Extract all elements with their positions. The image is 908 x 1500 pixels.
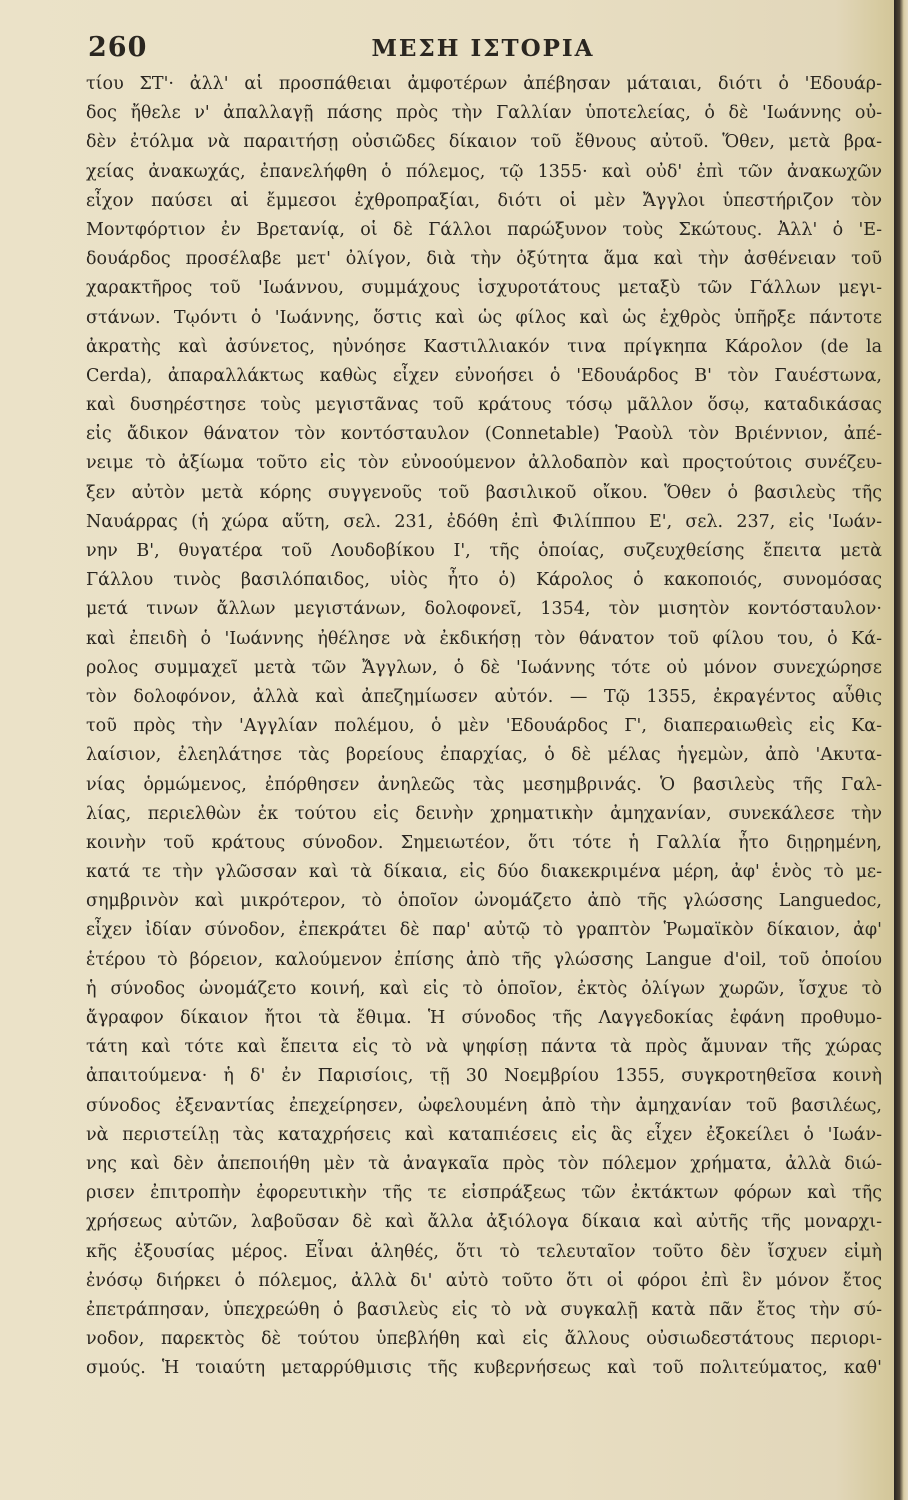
text-line: σημβρινὸν καὶ μικρότερον, τὸ ὁποῖον ὠνομάζετο ἀπὸ τῆς γλώσσης Languedoc, (86, 891, 882, 912)
text-line: νοδον, παρεκτὸς δὲ τούτου ὑπεβλήθη καὶ εἰς ἄλλους οὐσιωδεστάτους περιορι- (86, 1329, 882, 1350)
text-line: ἄγραφον δίκαιον ἤτοι τὰ ἔθιμα. Ἡ σύνοδος τῆς Λαγγεδοκίας ἐφάνη προθυμο- (86, 1008, 882, 1028)
text-line: τοῦ πρὸς τὴν 'Αγγλίαν πολέμου, ὁ μὲν 'Εδουάρδος Γ', διαπεραιωθεὶς εἰς Κα- (86, 716, 882, 737)
text-line: Μοντφόρτιον ἐν Βρετανίᾳ, οἱ δὲ Γάλλοι παρώξυνον τοὺς Σκώτους. Ἀλλ' ὁ 'Ε- (86, 219, 882, 240)
running-title: ΜΕΣΗ ΙΣΤΟΡΙΑ (371, 35, 595, 62)
text-line: δουάρδος προσέλαβε μετ' ὀλίγον, διὰ τὴν ὀξύτητα ἅμα καὶ τὴν ἀσθένειαν τοῦ (86, 249, 882, 270)
text-line: ξεν αὐτὸν μετὰ κόρης συγγενοῦς τοῦ βασιλικοῦ οἴκου. Ὅθεν ὁ βασιλεὺς τῆς (86, 482, 882, 503)
text-line: ἐνόσῳ διήρκει ὁ πόλεμος, ἀλλὰ δι' αὐτὸ τοῦτο ὅτι οἱ φόροι ἐπὶ ἓν μόνον ἔτος (86, 1270, 882, 1291)
text-line: κῆς ἐξουσίας μέρος. Εἶναι ἀληθές, ὅτι τὸ τελευταῖον τοῦτο δὲν ἴσχυεν εἰμὴ (86, 1241, 882, 1262)
text-line: ἀκρατὴς καὶ ἀσύνετος, ηὐνόησε Καστιλλιακόν τινα πρίγκηπα Κάρολον (de la (86, 336, 882, 357)
text-line: λίας, περιελθὼν ἐκ τούτου εἰς δεινὴν χρηματικὴν ἀμηχανίαν, συνεκάλεσε τὴν (86, 803, 882, 824)
text-line: εἰς ἄδικον θάνατον τὸν κοντόσταυλον (Connetable) Ῥαοὺλ τὸν Βριέννιον, ἀπέ- (86, 424, 882, 445)
text-line: Cerda), ἀπαραλλάκτως καθὼς εἶχεν εὐνοήσει ὁ 'Εδουάρδος Β' τὸν Γαυέστωνα, (86, 365, 882, 386)
text-line: κατά τε τὴν γλῶσσαν καὶ τὰ δίκαια, εἰς δύο διακεκριμένα μέρη, ἀφ' ἑνὸς τὸ με- (86, 862, 882, 883)
text-line: ρισεν ἐπιτροπὴν ἐφορευτικὴν τῆς τε εἰσπράξεως τῶν ἐκτάκτων φόρων καὶ τῆς (86, 1183, 882, 1204)
text-line: νίας ὁρμώμενος, ἐπόρθησεν ἀνηλεῶς τὰς μεσημβρινάς. Ὁ βασιλεὺς τῆς Γαλ- (86, 774, 882, 795)
text-line: καὶ δυσηρέστησε τοὺς μεγιστᾶνας τοῦ κράτους τόσῳ μᾶλλον ὅσῳ, καταδικάσας (86, 395, 882, 416)
text-line: νὰ περιστείλῃ τὰς καταχρήσεις καὶ καταπιέσεις εἰς ἃς εἶχεν ἐξοκείλει ὁ 'Ιωάν- (86, 1124, 882, 1145)
text-line: Γάλλου τινὸς βασιλόπαιδος, υἱὸς ἦτο ὁ) Κάρολος ὁ κακοποιός, συνομόσας (86, 570, 882, 591)
text-line: ἡ σύνοδος ὠνομάζετο κοινή, καὶ εἰς τὸ ὁποῖον, ἐκτὸς ὀλίγων χωρῶν, ἴσχυε τὸ (86, 978, 882, 999)
text-line: στάνων. Τῳόντι ὁ 'Ιωάννης, ὅστις καὶ ὡς φίλος καὶ ὡς ἐχθρὸς ὑπῆρξε πάντοτε (86, 307, 882, 328)
text-line: Ναυάρρας (ἡ χώρα αὕτη, σελ. 231, ἐδόθη ἐπὶ Φιλίππου Ε', σελ. 237, εἰς 'Ιωάν- (86, 511, 882, 532)
text-line: κοινὴν τοῦ κράτους σύνοδον. Σημειωτέον, ὅτι τότε ἡ Γαλλία ἦτο διῃρημένη, (86, 832, 882, 853)
text-line: καὶ ἐπειδὴ ὁ 'Ιωάννης ἠθέλησε νὰ ἐκδικήσῃ τὸν θάνατον τοῦ φίλου του, ὁ Κά- (86, 628, 882, 649)
text-line: χαρακτῆρος τοῦ 'Ιωάννου, συμμάχους ἰσχυροτάτους μεταξὺ τῶν Γάλλων μεγι- (86, 278, 882, 299)
text-line: νειμε τὸ ἀξίωμα τοῦτο εἰς τὸν εὐνοούμενον ἀλλοδαπὸν καὶ προςτούτοις συνέζευ- (86, 453, 882, 474)
text-line: σμούς. Ἡ τοιαύτη μεταρρύθμισις τῆς κυβερνήσεως καὶ τοῦ πολιτεύματος, καθ' (86, 1358, 882, 1379)
page-number: 260 (88, 32, 148, 63)
text-line: τάτη καὶ τότε καὶ ἔπειτα εἰς τὸ νὰ ψηφίσῃ πάντα τὰ πρὸς ἄμυναν τῆς χώρας (86, 1037, 882, 1058)
text-line: ἐπετράπησαν, ὑπεχρεώθη ὁ βασιλεὺς εἰς τὸ νὰ συγκαλῇ κατὰ πᾶν ἔτος τὴν σύ- (86, 1299, 882, 1320)
text-line: νης καὶ δὲν ἀπεποιήθη μὲν τὰ ἀναγκαῖα πρὸς τὸν πόλεμον χρήματα, ἀλλὰ διώ- (86, 1153, 882, 1174)
text-line: χείας ἀνακωχάς, ἐπανελήφθη ὁ πόλεμος, τῷ 1355· καὶ οὐδ' ἐπὶ τῶν ἀνακωχῶν (86, 161, 882, 182)
text-line: δὲν ἐτόλμα νὰ παραιτήσῃ οὐσιῶδες δίκαιον τοῦ ἔθνους αὐτοῦ. Ὅθεν, μετὰ βρα- (86, 132, 882, 153)
text-line: ρολος συμμαχεῖ μετὰ τῶν Ἄγγλων, ὁ δὲ 'Ιωάννης τότε οὐ μόνον συνεχώρησε (86, 657, 882, 678)
book-spine-edge (894, 0, 908, 1500)
text-line: τὸν δολοφόνον, ἀλλὰ καὶ ἀπεζημίωσεν αὐτόν. — Τῷ 1355, ἐκραγέντος αὖθις (86, 686, 882, 707)
text-line: χρήσεως αὐτῶν, λαβοῦσαν δὲ καὶ ἄλλα ἀξιόλογα δίκαια καὶ αὐτῆς τῆς μοναρχι- (86, 1212, 882, 1233)
text-line: μετά τινων ἄλλων μεγιστάνων, δολοφονεῖ, 1354, τὸν μισητὸν κοντόσταυλον· (86, 599, 882, 620)
page-header (88, 32, 878, 72)
text-line: νην Β', θυγατέρα τοῦ Λουδοβίκου Ι', τῆς ὁποίας, συζευχθείσης ἔπειτα μετὰ (86, 541, 882, 561)
text-line: εἶχεν ἰδίαν σύνοδον, ἐπεκράτει δὲ παρ' αὐτῷ τὸ γραπτὸν Ῥωμαϊκὸν δίκαιον, ἀφ' (86, 920, 882, 941)
text-line: ἀπαιτούμενα· ἡ δ' ἐν Παρισίοις, τῇ 30 Νοεμβρίου 1355, συγκροτηθεῖσα κοινὴ (86, 1066, 882, 1087)
text-line: δος ἤθελε ν' ἀπαλλαγῇ πάσης πρὸς τὴν Γαλλίαν ὑποτελείας, ὁ δὲ 'Ιωάννης οὐ- (86, 103, 882, 124)
text-line: λαίσιον, ἐλεηλάτησε τὰς βορείους ἐπαρχίας, ὁ δὲ μέλας ἡγεμὼν, ἀπὸ 'Ακυτα- (86, 745, 882, 766)
text-line: τίου ΣΤ'· ἀλλ' αἱ προσπάθειαι ἀμφοτέρων ἀπέβησαν μάταιαι, διότι ὁ 'Εδουάρ- (86, 74, 882, 94)
text-line: εἶχον παύσει αἱ ἔμμεσοι ἐχθροπραξίαι, διότι οἱ μὲν Ἄγγλοι ὑπεστήριζον τὸν (86, 190, 882, 211)
text-line: ἑτέρου τὸ βόρειον, καλούμενον ἐπίσης ἀπὸ τῆς γλώσσης Langue d'oil, τοῦ ὁποίου (86, 949, 882, 970)
text-line: σύνοδος ἐξεναντίας ἐπεχείρησεν, ὠφελουμένη ἀπὸ τὴν ἀμηχανίαν τοῦ βασιλέως, (86, 1095, 882, 1116)
body-text (86, 70, 882, 1383)
